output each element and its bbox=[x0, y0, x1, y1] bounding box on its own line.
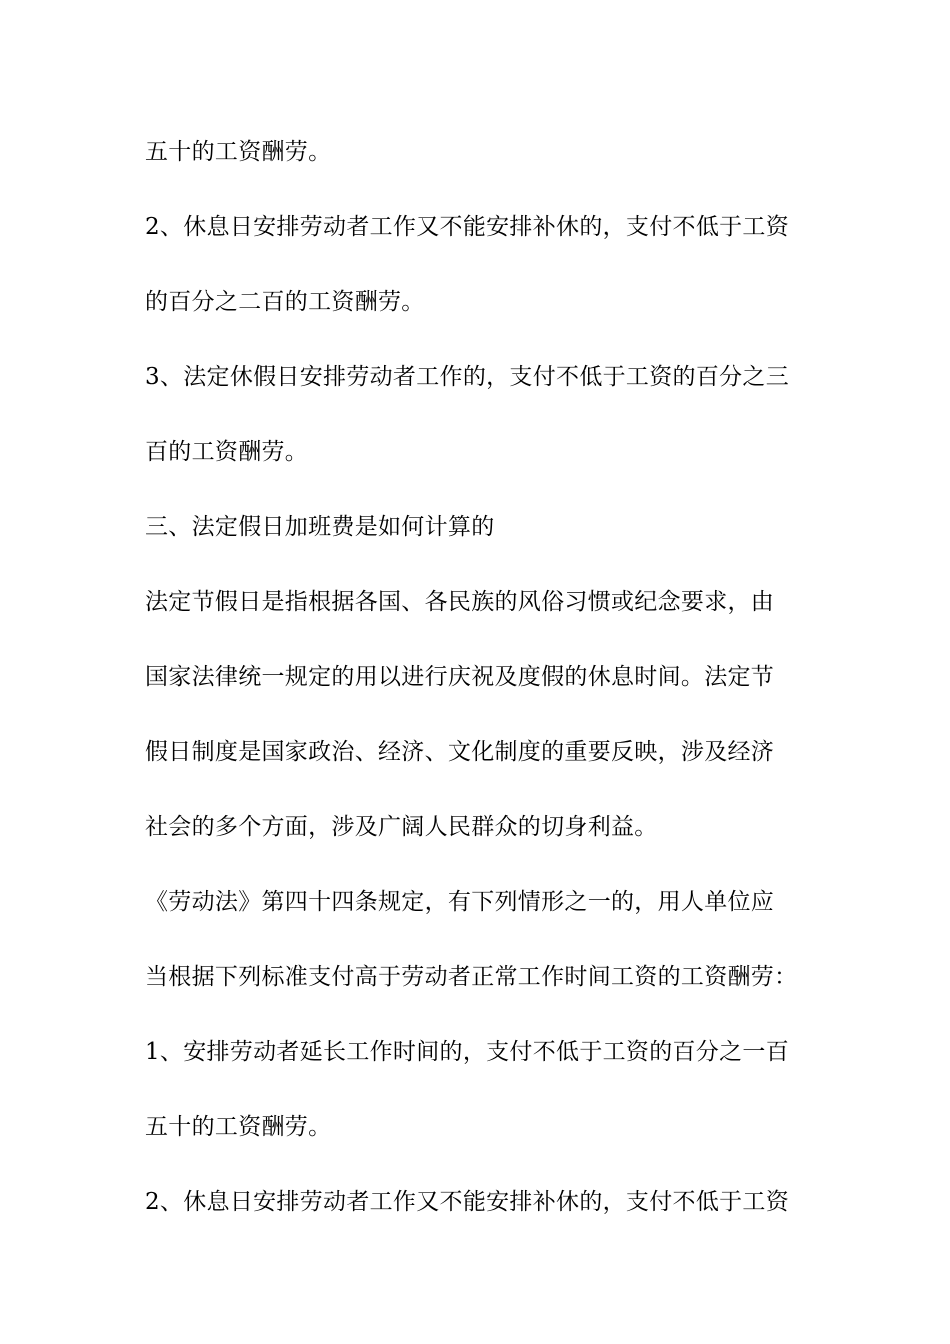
text-line: 国家法律统一规定的用以进行庆祝及度假的休息时间。法定节 bbox=[145, 664, 775, 690]
text-line: 五十的工资酬劳。 bbox=[145, 1114, 332, 1140]
text-line: 《劳动法》第四十四条规定，有下列情形之一的，用人单位应 bbox=[145, 889, 775, 915]
text-line: 五十的工资酬劳。 bbox=[145, 139, 332, 165]
section-heading: 三、法定假日加班费是如何计算的 bbox=[145, 514, 495, 540]
text-line: 2、休息日安排劳动者工作又不能安排补休的，支付不低于工资 bbox=[145, 1189, 790, 1215]
text-line: 法定节假日是指根据各国、各民族的风俗习惯或纪念要求，由 bbox=[145, 589, 775, 615]
text-line: 百的工资酬劳。 bbox=[145, 439, 309, 465]
text-line: 2、休息日安排劳动者工作又不能安排补休的，支付不低于工资 bbox=[145, 214, 790, 240]
text-line: 3、法定休假日安排劳动者工作的，支付不低于工资的百分之三 bbox=[145, 364, 790, 390]
text-line: 社会的多个方面，涉及广阔人民群众的切身利益。 bbox=[145, 814, 658, 840]
text-line: 当根据下列标准支付高于劳动者正常工作时间工资的工资酬劳： bbox=[145, 964, 798, 990]
text-line: 的百分之二百的工资酬劳。 bbox=[145, 289, 425, 315]
text-line: 1、安排劳动者延长工作时间的，支付不低于工资的百分之一百 bbox=[145, 1039, 790, 1065]
text-line: 假日制度是国家政治、经济、文化制度的重要反映，涉及经济 bbox=[145, 739, 775, 765]
